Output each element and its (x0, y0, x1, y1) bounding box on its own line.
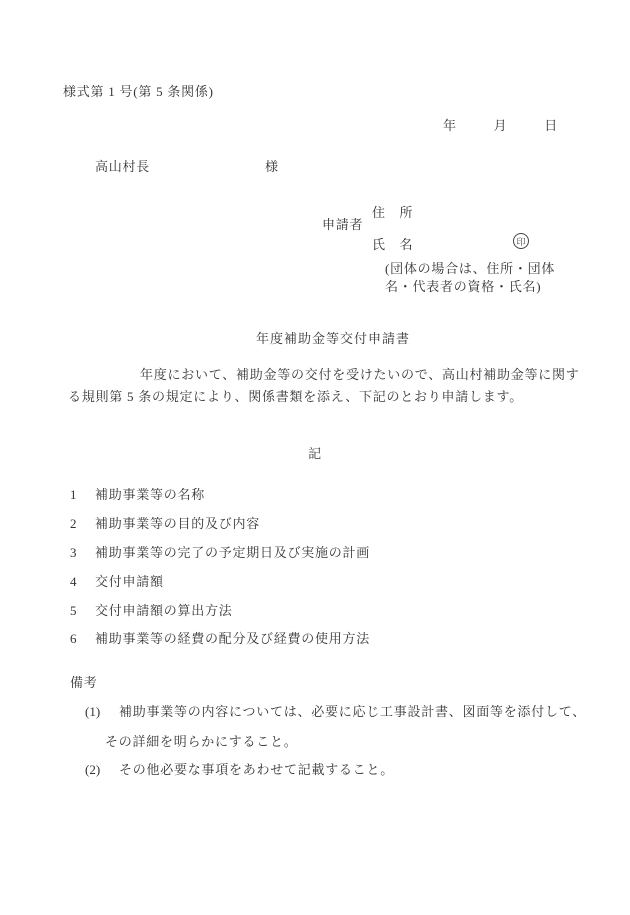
list-item (70, 488, 205, 503)
applicant-address-label: 住 所 (372, 205, 414, 220)
list-item-number: 2 (70, 516, 77, 531)
addressee-honorific: 様 (265, 159, 279, 174)
list-item-number: 6 (70, 631, 77, 646)
date-line (443, 119, 558, 134)
remarks-heading: 備考 (70, 675, 98, 690)
remark-text-continued: その詳細を明らかにすること。 (105, 734, 298, 749)
remark-text: その他必要な事項をあわせて記載すること。 (119, 762, 395, 777)
applicant-label: 申請者 (322, 217, 364, 232)
list-item-text: 補助事業等の完了の予定期日及び実施の計画 (95, 545, 371, 560)
list-item-text: 補助事業等の目的及び内容 (95, 516, 261, 531)
remark-item (85, 705, 586, 720)
list-item-text: 交付申請額 (95, 574, 164, 589)
body-line2: る規則第 5 条の規定により、関係書類を添え、下記のとおり申請します。 (68, 389, 523, 404)
date-year-label: 年 (443, 118, 457, 133)
applicant-name-label: 氏 名 (372, 237, 414, 252)
list-item (70, 575, 164, 590)
list-item-text: 補助事業等の名称 (95, 487, 206, 502)
applicant-note-line1: (団体の場合は、住所・団体 (385, 261, 556, 276)
list-item-number: 3 (70, 545, 77, 560)
list-item-number: 1 (70, 487, 77, 502)
remark-number: (1) (85, 704, 101, 719)
list-item-number: 4 (70, 574, 77, 589)
date-month-label: 月 (493, 118, 508, 133)
ki-heading: 記 (308, 446, 322, 461)
applicant-note-line2: 名・代表者の資格・氏名) (385, 279, 542, 294)
remark-number: (2) (85, 762, 101, 777)
addressee-name: 高山村長 (95, 159, 151, 174)
seal-icon: 印 (513, 233, 529, 249)
form-number: 様式第 1 号(第 5 条関係) (63, 84, 214, 99)
list-item (70, 632, 370, 647)
date-day-label: 日 (544, 118, 558, 133)
list-item-text: 交付申請額の算出方法 (95, 603, 233, 618)
list-item (70, 604, 233, 619)
document-title: 年度補助金等交付申請書 (255, 331, 410, 346)
list-item (70, 517, 260, 532)
list-item (70, 546, 370, 561)
body-line1: 年度において、補助金等の交付を受けたいので、高山村補助金等に関す (140, 367, 580, 382)
list-item-text: 補助事業等の経費の配分及び経費の使用方法 (95, 631, 371, 646)
remark-item (85, 763, 394, 778)
remark-text: 補助事業等の内容については、必要に応じ工事設計書、図面等を添付して、 (119, 704, 586, 719)
list-item-number: 5 (70, 603, 77, 618)
